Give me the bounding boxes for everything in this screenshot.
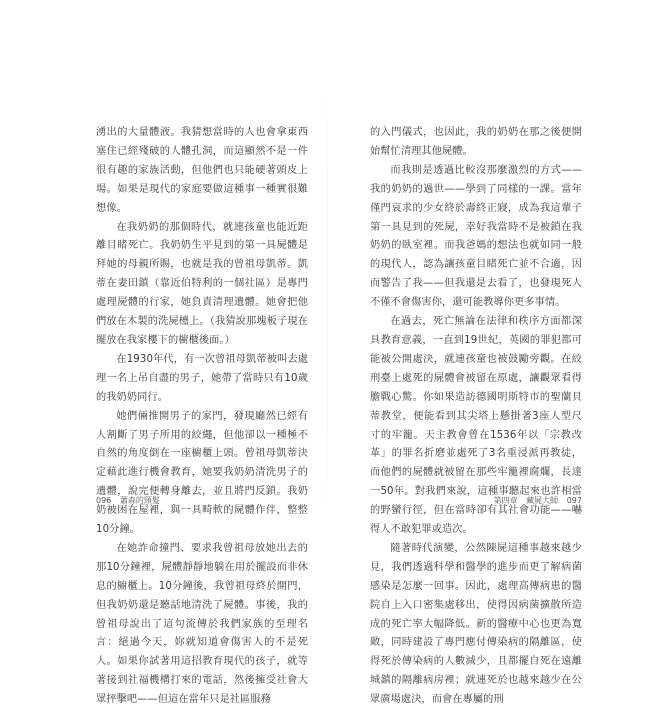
left-page bbox=[96, 124, 308, 710]
right-footer bbox=[494, 495, 582, 506]
left-paragraph-4: 她們倆推開男子的家門，發現廳然已經有人割斷了男子所用的絞繩，但他卻以一種極不自然的角度倒在一座櫥櫃上頭。曾祖母凱蒂決定藉此進行機會教育，她要我奶奶清洗男子的遺體，說完便轉身離去，並且將門反鎖。我奶奶被困在屋裡，與一具畸軟的屍體作伴，整整10分鐘。 bbox=[96, 410, 308, 536]
left-paragraph-1: 湧出的大量體液。我猜想當時的人也會拿東西塞住已經殘破的人體孔洞，而這顯然不是一件很有趣的家族活動，但他們也只能硬著頭皮上場。如果是現代的家庭要做這種事一種實很難想像。 bbox=[96, 127, 308, 214]
left-paragraph-3: 在1930年代，有一次曾祖母凱蒂被叫去處理一名上吊自盡的男子，她帶了當時只有10歲的我奶奶同行。 bbox=[96, 353, 308, 403]
right-paragraph-3: 在過去，死亡無論在法律和秩序方面都深具教育意義，一直到19世紀，英國的罪犯都可能被公開處決，就連孩童也被鼓勵旁觀。在絞刑臺上處死的屍體會被留在原處，讓觀眾看得膽戰心驚。你如果造訪德國明斯特市的聖蘭貝蒂教堂，便能看到其尖塔上懸掛著3座人型尺寸的牢籠。天主教會曾在1536年以「宗教改革」的罪名折磨並處死了3名重浸派再教徒，而他們的屍體就被留在那些牢籠裡腐爛，長達一50年。對我們來說，這種事聽起來也許相當的野蠻行徑，但在當時卻有其社會功能——嚇得人不敢犯罪或造次。 bbox=[370, 316, 582, 536]
right-paragraph-1: 的入門儀式，也因此，我的奶奶在那之後便開始幫忙清理其他屍體。 bbox=[370, 127, 582, 157]
right-chapter-label: 第四章 bbox=[493, 496, 518, 505]
right-paragraph-2: 而我則是透過比較沒那麼激烈的方式——我的奶奶的過世——學到了同樣的一課。當年僅門哀求的少女終於壽終正寢，成為我這輩子第一具見到的死屍，幸好我當時不是被鎖在我奶奶的臥室裡。而我爸媽的想法也就如同一般的現代人，認為讓孩童目睹死亡並不合適，因而警告了我——但我還是去看了，也發現死人不僅不會傷害你，還可能教導你更多事情。 bbox=[370, 164, 582, 309]
right-running-title: 藏屍大師 bbox=[526, 496, 559, 505]
left-paragraph-5: 在她詐命撞門、要求我曾祖母放她出去的那10分鐘裡，屍體靜靜地躺在用於擺設而非休息的櫥櫃上。10分鐘後，我曾祖母終於開門，但我奶奶還是聽話地清洗了屍體。事後，我的曾祖母說出了這句流傳於我們家族的至理名言：絕過今天，妳就知道會傷害人的不是死人。如果你試著用這招教育現代的孩子，就等著接到社福機構打來的電話，然後擁受社會大眾抨擊吧——但這在當年只是社區服務 bbox=[96, 542, 308, 706]
left-page-number: 096 bbox=[96, 496, 112, 505]
page-gutter bbox=[327, 60, 328, 540]
left-footer bbox=[96, 495, 160, 506]
left-paragraph-2: 在我奶奶的那個時代，就連孩童也能近距離目睹死亡。我奶奶生平見到的第一具屍體是拜她的母親所賜，也就是我的曾祖母凱蒂。凱蒂在妻田鎮（靠近伯特利的一個社區）是專門處理屍體的行家，她負責清理遺體。她會把他們放在木製的洗屍檯上。（我猜說那塊板子現在擺放在我家樓下的櫥櫃後面。） bbox=[96, 221, 308, 346]
right-page bbox=[370, 124, 582, 710]
right-page-number: 097 bbox=[566, 496, 582, 505]
left-running-title: 蕭森的頸髮 bbox=[119, 496, 160, 505]
right-paragraph-4: 隨著時代演變，公然陳屍這種事越來越少見，我們透過科學和醫學的進步而更了解病菌感染是怎麼一回事。因此，處理高傳病患的醫院自上入口密集處移出，使得因病菌擴散所造成的死亡率大幅降低。新的醫療中心也更為寬敞，同時建設了專門應付傳染病的隔離區，使得死於傳染病的人數減少，且都擺自死在遠離城鎮的隔離病房裡；就連死於也越來越少在公眾廣場處決，而會在專屬的刑 bbox=[370, 542, 582, 706]
